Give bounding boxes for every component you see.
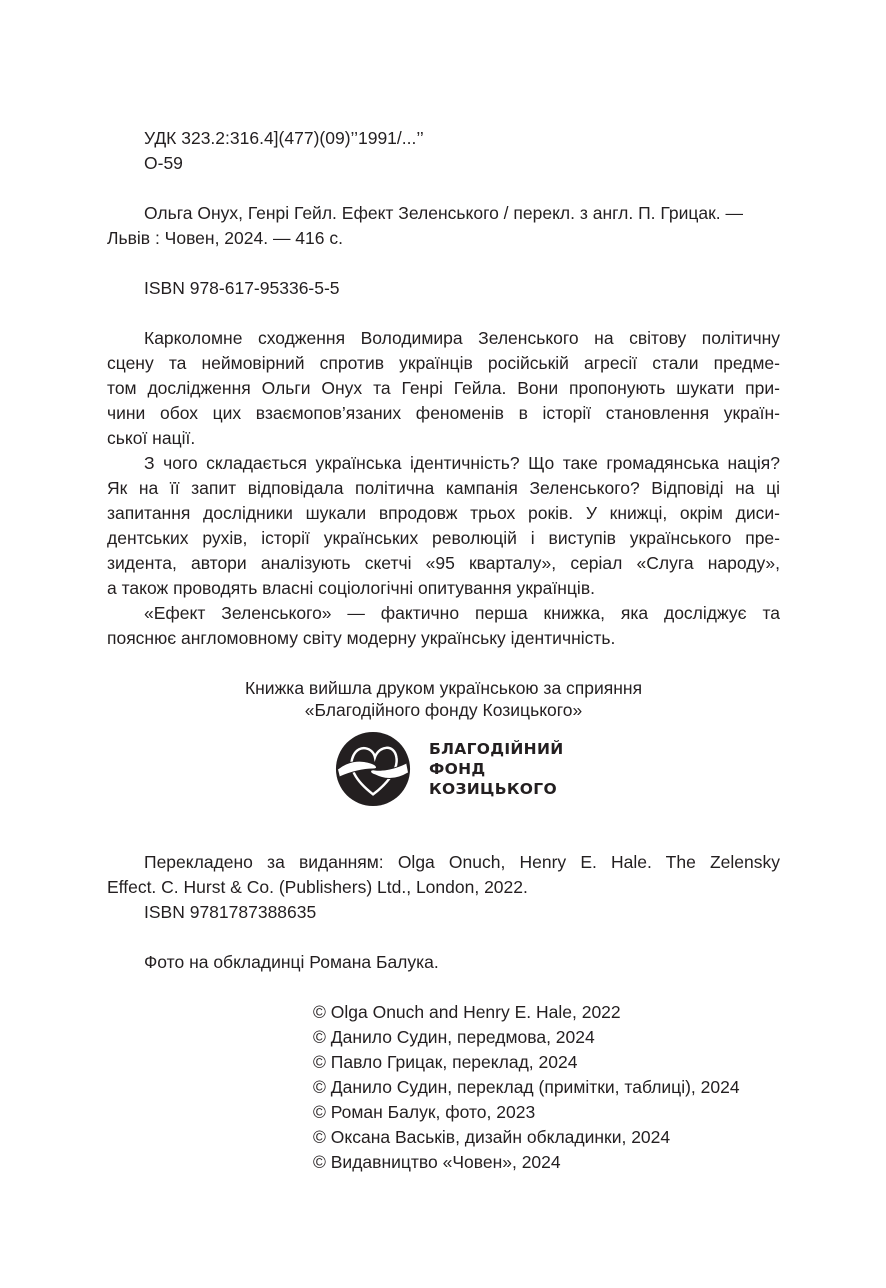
annotation-line: сцену та неймовірний спротив українців російській агресії стали предме-: [107, 353, 780, 373]
annotation-line: Як на її запит відповідала політична кампанія Зеленського? Відповіді на ці: [107, 478, 780, 498]
sponsor-note: [107, 677, 780, 721]
foundation-name-line: КОЗИЦЬКОГО: [429, 780, 557, 798]
annotation-line: дентських рухів, історії українських революцій і виступів українського пре-: [107, 528, 780, 548]
foundation-name-line: ФОНД: [429, 760, 486, 778]
original-isbn: ISBN 9781787388635: [144, 902, 317, 922]
copyright-item: © Видавництво «Човен», 2024: [313, 1152, 561, 1172]
copyright-item: © Павло Грицак, переклад, 2024: [313, 1052, 578, 1072]
foundation-name-line: БЛАГОДІЙНИЙ: [429, 740, 564, 758]
bibliographic-line-1: Ольга Онух, Генрі Гейл. Ефект Зеленського / перекл. з англ. П. Грицак. —: [144, 203, 744, 223]
annotation-line: Карколомне сходження Володимира Зеленського на світову політичну: [144, 328, 780, 348]
udk-code: УДК 323.2:316.4](477)(09)’’1991/...’’: [144, 128, 424, 148]
copyright-item: © Данило Судин, переклад (примітки, таблиці), 2024: [313, 1077, 740, 1097]
annotation-line: а також проводять власні соціологічні опитування українців.: [107, 578, 595, 598]
isbn-block: [107, 276, 780, 301]
annotation-line: «Ефект Зеленського» — фактично перша книжка, яка досліджує та: [144, 603, 780, 623]
annotation-line: зидента, автори аналізують скетчі «95 кварталу», серіал «Слуга народу»,: [107, 553, 780, 573]
original-edition: [107, 850, 780, 925]
bibliographic-record: [107, 201, 780, 251]
annotation-line: пояснює англомовному світу модерну українську ідентичність.: [107, 628, 616, 648]
copyright-item: © Роман Балук, фото, 2023: [313, 1102, 536, 1122]
photo-credit-block: [107, 950, 780, 975]
isbn: ISBN 978-617-95336-5-5: [144, 278, 340, 298]
original-edition-line-1: Перекладено за виданням: Olga Onuch, Henry E. Hale. The Zelensky: [144, 852, 780, 872]
photo-credit: Фото на обкладинці Романа Балука.: [144, 952, 439, 972]
annotation-line: чини обох цих взаємопов’язаних феноменів в історії становлення україн-: [107, 403, 780, 423]
annotation-line: З чого складається українська ідентичність? Що таке громадянська нація?: [144, 453, 780, 473]
copyright-item: © Olga Onuch and Henry E. Hale, 2022: [313, 1002, 621, 1022]
bibliographic-line-2: Львів : Човен, 2024. — 416 с.: [107, 228, 343, 248]
udk-block: [107, 126, 780, 176]
annotation-line: том дослідження Ольги Онух та Генрі Гейла. Вони пропонують шукати при-: [107, 378, 780, 398]
annotation-line: ської нації.: [107, 428, 196, 448]
sponsor-line-2: «Благодійного фонду Козицького»: [304, 700, 583, 720]
copyright-item: © Оксана Васьків, дизайн обкладинки, 2024: [313, 1127, 671, 1147]
foundation-name: [429, 739, 564, 799]
copyright-list: [313, 1000, 740, 1175]
sponsor-line-1: Книжка вийшла друком українською за сприяння: [244, 678, 643, 698]
annotation-line: запитання дослідники шукали впродовж трьох років. У книжці, окрім диси-: [107, 503, 780, 523]
heart-hands-icon: [334, 730, 412, 808]
copyright-item: © Данило Судин, передмова, 2024: [313, 1027, 595, 1047]
annotation: [107, 326, 780, 651]
author-mark: О-59: [144, 153, 183, 173]
kozytsky-foundation-logo: [334, 730, 564, 810]
original-edition-line-2: Effect. C. Hurst & Co. (Publishers) Ltd., London, 2022.: [107, 877, 528, 897]
